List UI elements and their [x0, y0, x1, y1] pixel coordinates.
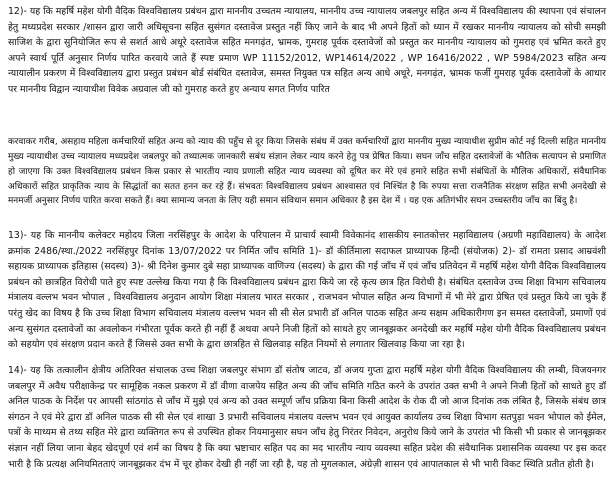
- paragraph-13-text: यह कि माननीय कलेक्टर महोदय जिला नरसिंहपुर के आदेश के परिपालन में प्राचार्य स्वामी विवेकानंद शासकीय स्नातकोत्तर महाविद्यालय (अग्रणी महाविद्यालय) के आदेश क्रमांक 2486/स्था./2022 नरसिंहपुर दिनांक 13/07/2022 पर निर्मित जाँच समिति 1)- डॉ कीर्तिमाला सदाफल प्राध्यापक हिन्दी (संयोजक) 2)- डॉ रामता प्रसाद आम्रवंशी सहायक प्राध्यापक इतिहास (सदस्य) 3)- श्री दिनेश कुमार दुबे सहा प्राध्यापक वाणिज्य (सदस्य) के द्वारा की गई जाँच में एवं जाँच प्रतिवेदन में महर्षि महेश योगी वैदिक विश्वविद्यालय प्रबंधन को छात्रहित विरोधी पाते हुए स्पष्ट उल्लेख किया गया है कि विश्वविद्यालय प्रबंधन द्वारा किये जा रहे कृत्य छात्र हित विरोधी है। संबंधित दस्तावेज उच्च शिक्षा विभाग सचिवालय मंत्रालय वल्लभ भवन भोपाल , विश्वविद्यालय अनुदान आयोग शिक्षा मंत्रालय भारत सरकार , राजभवन भोपाल सहित अन्य विभागों में भी मेरे द्वारा प्रेषित एवं प्रस्तुत किये जा चुके हैं परंतु खेद का विषय है कि उच्च शिक्षा विभाग सचिवालय मंत्रालय वल्लभ भवन सी सी सेल प्रभारी डॉ अनिल पाठक सहित अन्य सक्षम अधिकारीगण इन समस्त दस्तावेजों, प्रमाणों एवं अन्य सुसंगत दस्तावेजों का अवलोकन गंभीरता पूर्वक करते ही नहीं हैं अथवा अपने निजी हितों को साधते हुए जानबूझकर अनदेखी कर महर्षि महेश योगी वैदिक विश्वविद्यालय प्रबंधन को सहयोग एवं संरक्षण प्रदान करते हैं जिससे उक्त सभी के द्वारा छात्रहित से खिलवाड़ सहित नियमों से लगातार खिलवाड़ किया जा रहा है।: [8, 230, 606, 351]
- paragraph-12-continued: [8, 135, 606, 209]
- paragraph-14-text: यह कि तत्कालीन क्षेत्रीय अतिरिक्त संचालक उच्च शिक्षा जबलपुर संभाग डॉ संतोष जाटव, डॉ अजय गुप्ता द्वारा महर्षि महेश योगी वैदिक विश्वविद्यालय की लम्बी, विजयनगर जबलपुर में अवैध परीक्षाकेन्द्र पर सामूहिक नकल प्रकरण में डॉ वीणा वाजपेय सहित अन्य की जाँच समिति गठित करने के उपरांत उक्त सभी ने अपने निजी हितों को साधते हुए डॉ अनिल पाठक के निर्देश पर आपसी सांठगांठ से जाँच में मुझे एवं अन्य को उक्त सम्पूर्ण जाँच प्रक्रिया बिना किसी आदेश के रोक दी जो आज दिनांक तक लंबित है, जिसके संबंध छात्र संगठन ने एवं मेरे द्वारा डॉ अनिल पाठक सी सी सेल एवं शाखा 3 प्रभारी सचिवालय मंत्रालय वल्लभ भवन एवं आयुक्त कार्यालय उच्च शिक्षा विभाग सतपुड़ा भवन भोपाल को ईमेल, पत्रों के माध्यम से तथ्य सहित मेरे द्वारा व्यक्तिगत रूप से उपस्थित होकर नियमानुसार सघन जाँच हेतु निरंतर निवेदन, अनुरोध किये जाने के उपरांत भी किसी भी प्रकार से जानबूझकर संज्ञान नहीं लिया जाना बेहद खेदपूर्ण एवं शर्म का विषय है कि क्या भ्रष्टाचार सहित पद का मद भारतीय न्याय व्यवस्था सहित प्रदेश की संवैधानिक प्रशासनिक व्यवस्था पर इस कदर भारी है कि प्रत्यक्ष अनियमितताएं जानबूझकर दंभ में चूर होकर देखी ही नहीं जा रही है, यह तो मुगलकाल, अंग्रेज़ी शासन एवं आपातकाल से भी भारी विकट स्थिति प्रतीत होती है।: [8, 365, 606, 470]
- paragraph-number-13: 13)-: [8, 230, 27, 241]
- paragraph-14: [8, 363, 606, 472]
- paragraph-12-text: यह कि महर्षि महेश योगी वैदिक विश्वविद्यालय प्रबंधन द्वारा माननीय उच्चतम न्यायालय, माननीय उच्च न्यायालय जबलपुर सहित अन्य में विश्वविद्यालय की स्थापना एवं संचालन हेतु मध्यप्रदेश सरकार /शासन द्वारा जारी अधिसूचना सहित सुसंगत दस्तावेज प्रस्तुत नहीं किए जाने के बाद भी अपने हितों को ध्यान में रखकर माननीय न्यायालय को सोची समझी साजिश के द्वारा सुनियोजित रूप से सशर्त आधे अधूरे दस्तावेज सहित मनगढ़ंत, भ्रामक, गुमराह पूर्वक दस्तावेजों को प्रस्तुत कर माननीय न्यायालय को गुमराह एवं भ्रमित करते हुए अपने स्वार्थ पूर्ति अनुसार निर्णय पारित करवाये जाते हैं स्पष्ट प्रमाण WP 11152/2012, WP14614/2022 , WP 16416/2022 , WP 5984/2023 सहित अन्य न्यायालीन प्रकरण में विश्वविद्यालय द्वारा प्रस्तुत प्रबंधन बोर्ड संबंधित दस्तावेज, समस्त नियुक्त पत्र सहित अन्य आधे अधूरे, मनगढ़ंत, भ्रामक फर्जी गुमराह पूर्वक दस्तावेजों के आधार पर माननीय विद्वान न्यायाधीश विवेक अग्रवाल जी को गुमराह करते हुए अन्याय सगत निर्णय पारित: [8, 6, 606, 95]
- paragraph-12-continued-text: करवाकर गरीब, असहाय महिला कर्मचारियों सहित अन्य को न्याय की पहुँच से दूर किया जिसके संबंध में उक्त कर्मचारियों द्वारा माननीय मुख्य न्यायाधीश सुप्रीम कोर्ट नई दिल्ली सहित माननीय मुख्य न्यायाधीश उच्च न्यायालय मध्यप्रदेश जबलपुर को तथ्यात्मक जानकारी सबंध संज्ञान लेकर न्याय करने हेतु पत्र प्रेषित किया। सघन जाँच सहित दस्तावेजों के भौतिक सत्यापन से प्रमाणित हो जाएगा कि उक्त विश्वविद्यालय प्रबंधन किस प्रकार से भारतीय न्याय प्रणाली सहित न्याय व्यवस्था को दूषित कर मेरे एवं हमारे सहित सभी संबंधितों के मौलिक अधिकारों, संवैधानिक अधिकारों सहित प्राकृतिक न्याय के सिद्धांतों का सतत हनन कर रहे हैं। संभवतः विश्वविद्यालय प्रबंधन आश्वासत एवं निश्चिंत है कि रुपया सत्ता राजनैतिक संरक्षण सहित सभी अनदेखी से मनमर्जी अनुसार निर्णय पारित करवा सकते हैं। क्या सामान्य जनता के लिए यही समान संविधान समान अधिकार है इस देश में । यह एक अतिगंभीर सघन उच्चस्तरीय जाँच का बिंदु है।: [8, 137, 606, 207]
- paragraph-13: [8, 228, 606, 353]
- paragraph-12: [8, 4, 606, 98]
- paragraph-number-12: 12)-: [8, 6, 27, 17]
- paragraph-number-14: 14)-: [8, 365, 27, 376]
